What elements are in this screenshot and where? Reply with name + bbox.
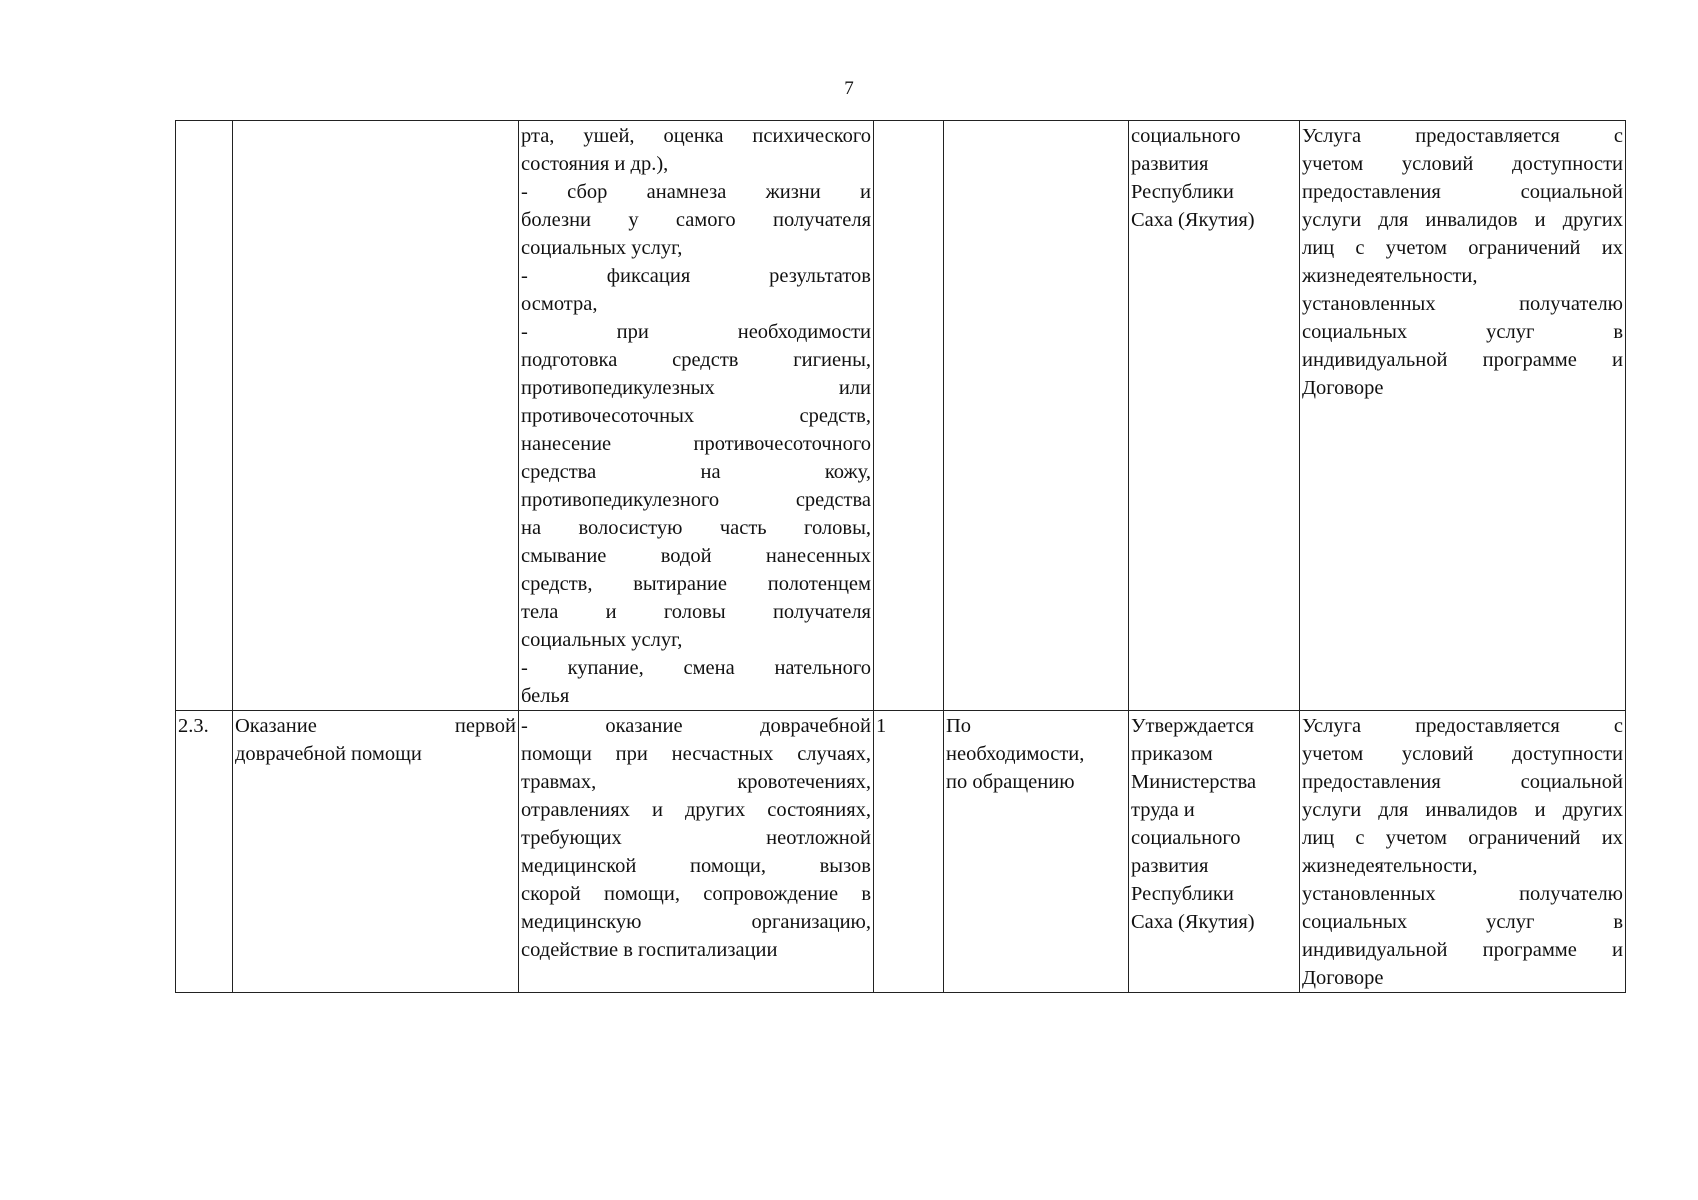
cell-volume	[874, 121, 944, 711]
table-row	[176, 711, 1626, 993]
text-line: социальных услуг в	[1302, 321, 1623, 343]
text-line: необходимости,	[946, 743, 1085, 765]
text-line: Саха (Якутия)	[1131, 209, 1255, 231]
text-line: скорой помощи, сопровождение в	[521, 883, 871, 905]
text-line: - фиксация результатов	[521, 265, 871, 287]
text-line: предоставления социальной	[1302, 771, 1623, 793]
text-line: установленных получателю	[1302, 293, 1623, 315]
text-line: смывание водой нанесенных	[521, 545, 871, 567]
text-line: услуги для инвалидов и других	[1302, 799, 1623, 821]
text-line: средства на кожу,	[521, 461, 871, 483]
text-line: медицинской помощи, вызов	[521, 855, 871, 877]
text-line: - купание, смена нательного	[521, 657, 871, 679]
table-row	[176, 121, 1626, 711]
page-number: 7	[844, 78, 854, 99]
cell-tariff	[1129, 711, 1300, 993]
cell-service-name	[233, 711, 519, 993]
text-line: тела и головы получателя	[521, 601, 871, 623]
cell-conditions	[1300, 711, 1626, 993]
cell-number	[176, 121, 233, 711]
text-line: Договоре	[1302, 377, 1384, 399]
text-line: подготовка средств гигиены,	[521, 349, 871, 371]
text-line: Услуга предоставляется с	[1302, 715, 1623, 737]
text-line: осмотра,	[521, 293, 598, 315]
text-line: белья	[521, 685, 570, 707]
text-line: помощи при несчастных случаях,	[521, 743, 871, 765]
text-line: медицинскую организацию,	[521, 911, 871, 933]
cell-number: 2.3.	[176, 711, 233, 993]
text-line: лиц с учетом ограничений их	[1302, 237, 1623, 259]
text-line: доврачебной помощи	[235, 743, 422, 765]
text-line: средств, вытирание полотенцем	[521, 573, 871, 595]
text-line: социальных услуг в	[1302, 911, 1623, 933]
text-line: Республики	[1131, 883, 1234, 905]
text-line: противочесоточных средств,	[521, 405, 871, 427]
cell-service-description	[519, 711, 874, 993]
text-line: труда и	[1131, 799, 1195, 821]
text-line: Республики	[1131, 181, 1234, 203]
text-line: - при необходимости	[521, 321, 871, 343]
cell-conditions	[1300, 121, 1626, 711]
text-line: противопедикулезного средства	[521, 489, 871, 511]
cell-periodicity	[944, 711, 1129, 993]
text-line: по обращению	[946, 771, 1075, 793]
text-line: жизнедеятельности,	[1302, 265, 1478, 287]
text-line: приказом	[1131, 743, 1213, 765]
text-line: Утверждается	[1131, 715, 1254, 737]
text-line: Договоре	[1302, 967, 1384, 989]
text-line: развития	[1131, 153, 1209, 175]
text-line: болезни у самого получателя	[521, 209, 871, 231]
text-line: социального	[1131, 125, 1241, 147]
text-line: социальных услуг,	[521, 629, 683, 651]
text-line: установленных получателю	[1302, 883, 1623, 905]
text-line: развития	[1131, 855, 1209, 877]
text-line: социальных услуг,	[521, 237, 683, 259]
services-table	[175, 120, 1626, 993]
text-line: учетом условий доступности	[1302, 153, 1623, 175]
text-line: состояния и др.),	[521, 153, 669, 175]
text-line: жизнедеятельности,	[1302, 855, 1478, 877]
text-line: - оказание доврачебной	[521, 715, 871, 737]
text-line: индивидуальной программе и	[1302, 939, 1623, 961]
text-line: рта, ушей, оценка психического	[521, 125, 871, 147]
text-line: предоставления социальной	[1302, 181, 1623, 203]
cell-periodicity	[944, 121, 1129, 711]
text-line: Оказание первой	[235, 715, 516, 737]
text-line: требующих неотложной	[521, 827, 871, 849]
cell-volume: 1	[874, 711, 944, 993]
text-line: на волосистую часть головы,	[521, 517, 871, 539]
text-line: Услуга предоставляется с	[1302, 125, 1623, 147]
text-line: отравлениях и других состояниях,	[521, 799, 871, 821]
text-line: содействие в госпитализации	[521, 939, 778, 961]
text-line: социального	[1131, 827, 1241, 849]
cell-tariff	[1129, 121, 1300, 711]
text-line: По	[946, 715, 972, 737]
cell-service-name	[233, 121, 519, 711]
text-line: индивидуальной программе и	[1302, 349, 1623, 371]
text-line: Саха (Якутия)	[1131, 911, 1255, 933]
text-line: противопедикулезных или	[521, 377, 871, 399]
cell-service-description	[519, 121, 874, 711]
text-line: учетом условий доступности	[1302, 743, 1623, 765]
text-line: травмах, кровотечениях,	[521, 771, 871, 793]
text-line: нанесение противочесоточного	[521, 433, 871, 455]
text-line: Министерства	[1131, 771, 1257, 793]
text-line: услуги для инвалидов и других	[1302, 209, 1623, 231]
text-line: лиц с учетом ограничений их	[1302, 827, 1623, 849]
text-line: - сбор анамнеза жизни и	[521, 181, 871, 203]
